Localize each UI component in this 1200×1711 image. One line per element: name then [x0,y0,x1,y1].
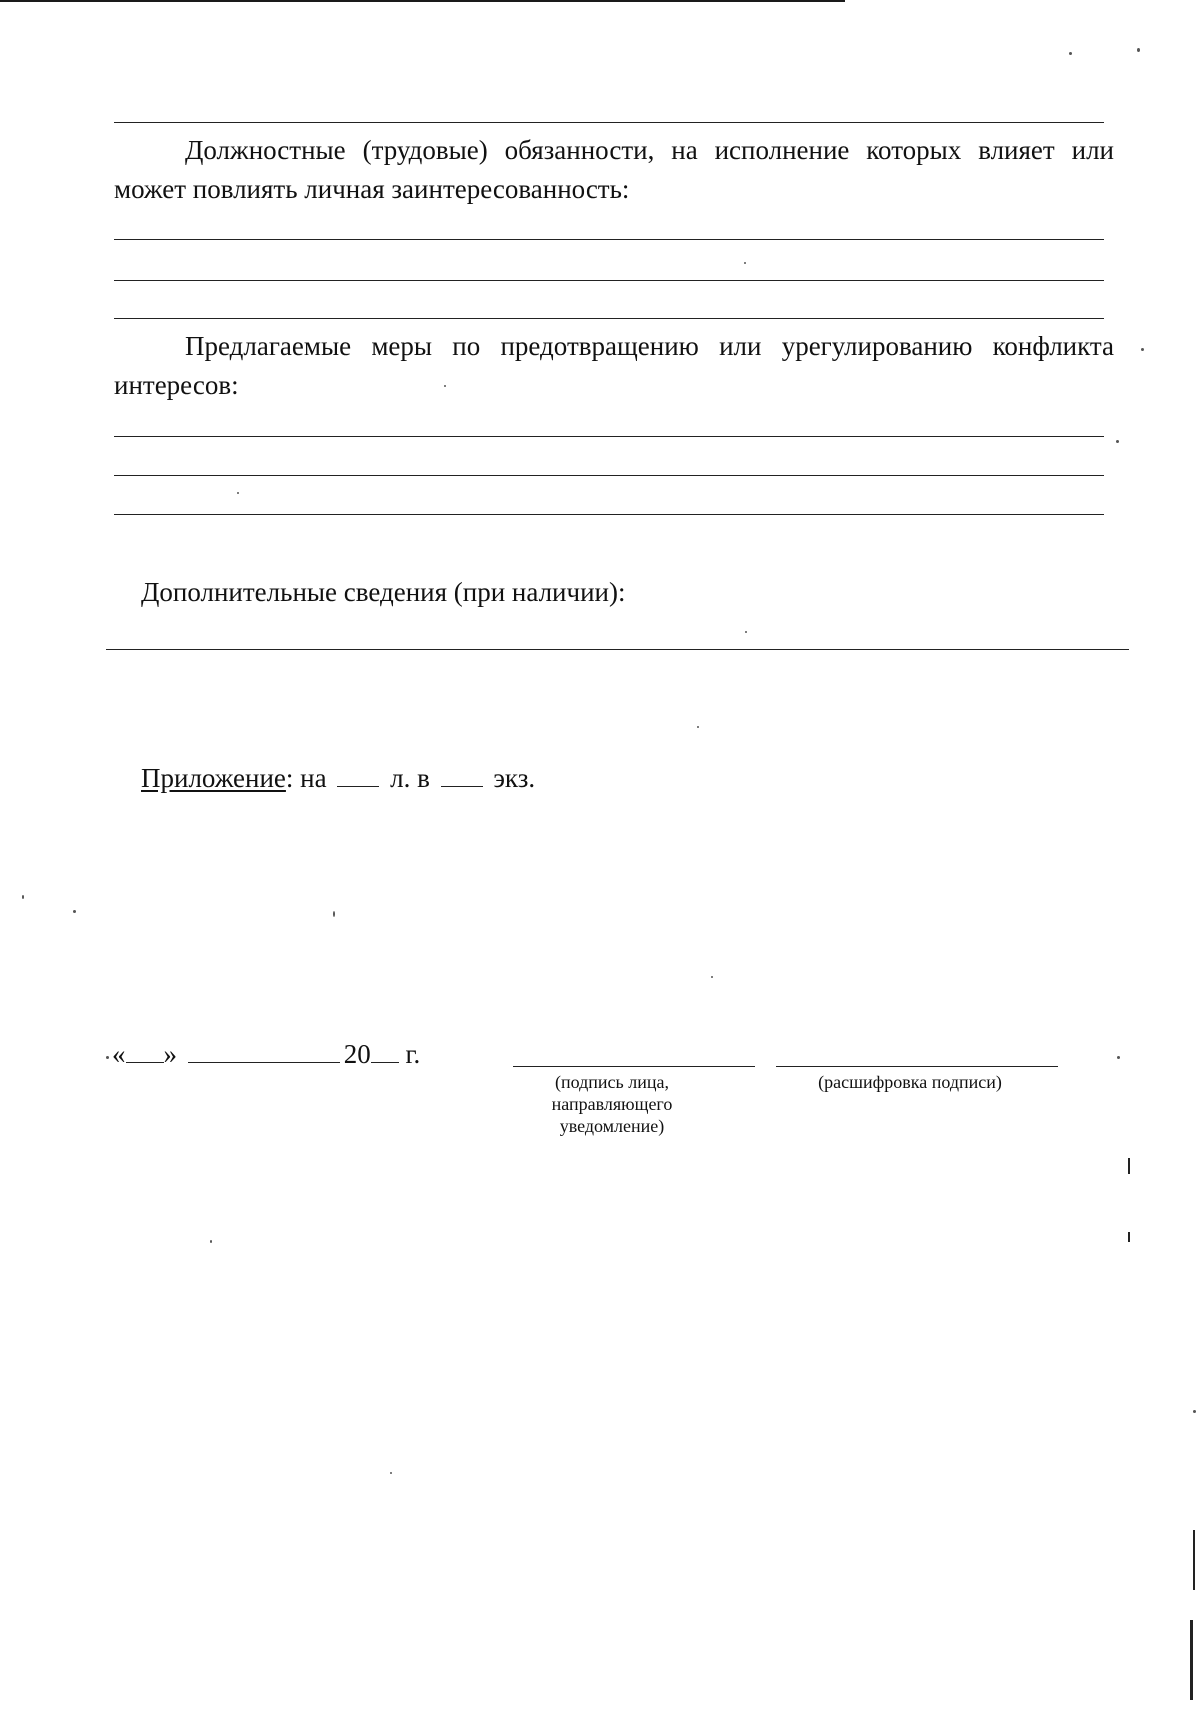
scan-edge-mark-1 [1128,1158,1130,1174]
date-open-quote: « [112,1039,126,1069]
attachment-copies-text: экз. [493,763,536,793]
scan-speck [1137,48,1140,52]
scan-speck [333,911,335,917]
signature-caption-line2: направляющего [551,1094,673,1114]
date-year-blank[interactable] [371,1038,399,1063]
scan-speck [1116,440,1119,443]
scan-speck [711,976,713,978]
scan-speck [1117,1056,1120,1059]
scan-edge-mark-4 [1190,1620,1193,1700]
signature-caption-line1: (подпись лица, [555,1072,669,1092]
signature-field-line[interactable] [513,1066,755,1067]
measures-field-line-3[interactable] [114,514,1104,515]
scan-speck [1193,1410,1196,1413]
scan-speck [106,1056,109,1059]
attachment-colon-na: : на [285,763,327,793]
duties-field-line-3[interactable] [114,318,1104,319]
scan-speck [744,262,746,264]
measures-label-line1: Предлагаемые меры по предотвращению или урегулированию конфликта [185,331,1114,361]
scan-speck [22,895,24,899]
field-line-previous[interactable] [114,122,1104,123]
scan-edge-mark-2 [1128,1232,1130,1242]
scan-speck [697,726,699,728]
scan-speck [745,631,747,633]
decoding-caption: (расшифровка подписи) [818,1072,1002,1092]
date-year-prefix: 20 [343,1039,371,1069]
attachment-sheets-blank[interactable] [337,762,379,787]
scan-speck [1141,348,1144,351]
duties-label-line1: Должностные (трудовые) обязанности, на исполнение которых влияет или [185,135,1114,165]
measures-field-line-1[interactable] [114,436,1104,437]
duties-field-line-2[interactable] [114,280,1104,281]
attachment-copies-blank[interactable] [441,762,483,787]
attachment-sheets-text: л. в [390,763,430,793]
additional-field-line[interactable] [106,649,1129,650]
date-month-blank[interactable] [188,1038,340,1063]
date-year-suffix: г. [405,1039,421,1069]
scan-top-border [0,0,845,2]
scan-speck [1069,52,1072,55]
duties-label-line2: может повлиять личная заинтересованность: [114,174,630,204]
date-day-blank[interactable] [126,1038,164,1063]
attachment-row [141,759,535,798]
scan-edge-mark-3 [1193,1530,1195,1590]
duties-field-line-1[interactable] [114,239,1104,240]
date-row [112,1035,420,1074]
attachment-label: Приложение [141,763,286,793]
scan-speck [444,385,446,387]
measures-field-line-2[interactable] [114,475,1104,476]
additional-label: Дополнительные сведения (при наличии): [141,577,626,607]
measures-label-line2: интересов: [114,370,239,400]
signature-caption-line3: уведомление) [559,1116,665,1136]
scan-speck [210,1240,212,1243]
scan-speck [237,492,239,494]
date-close-quote: » [163,1039,177,1069]
decoding-field-line[interactable] [776,1066,1058,1067]
scan-speck [73,910,76,913]
scan-speck [390,1472,392,1474]
